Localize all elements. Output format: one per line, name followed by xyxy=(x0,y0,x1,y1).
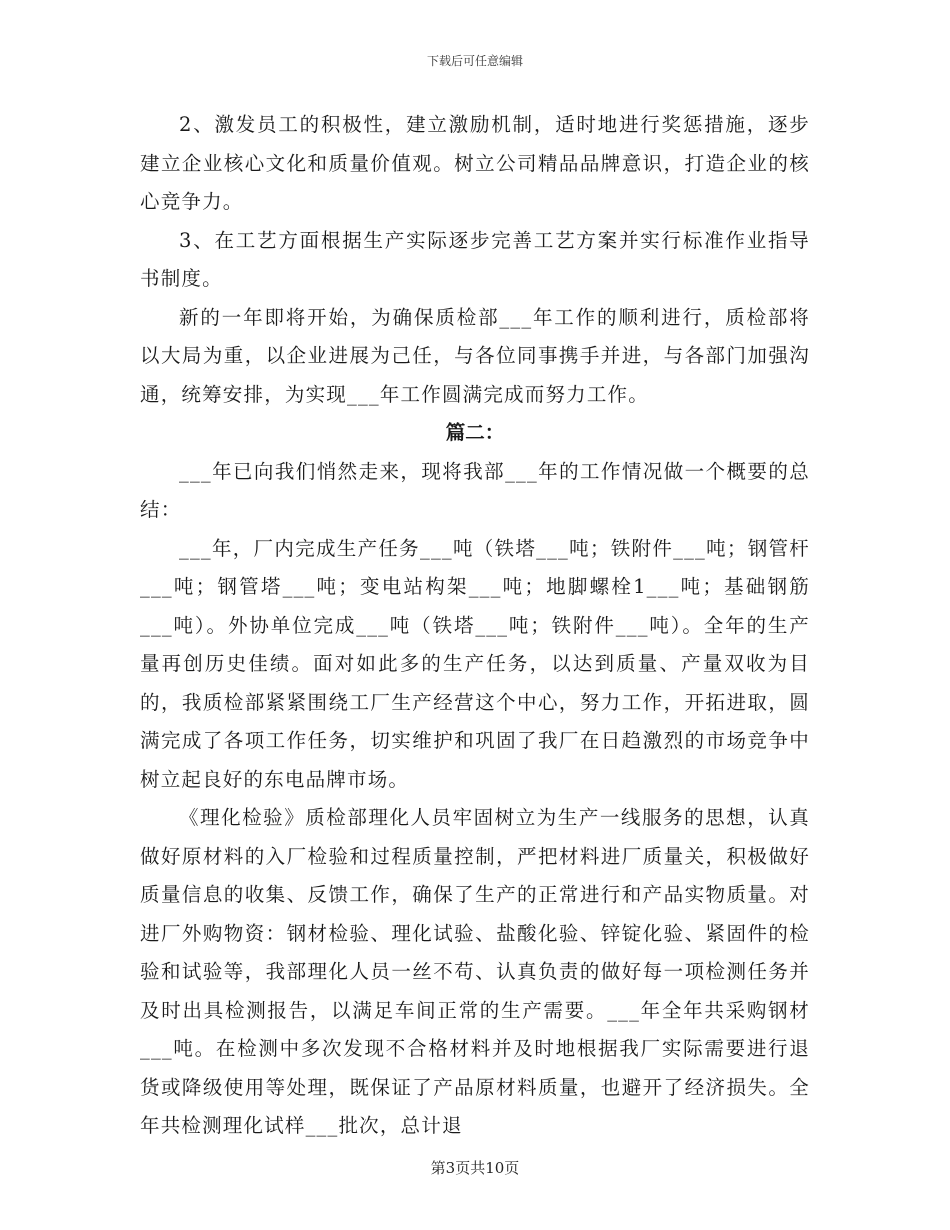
document-body xyxy=(140,106,810,1146)
page-header: 下载后可任意编辑 xyxy=(426,54,523,68)
paragraph-inspection: 《理化检验》质检部理化人员牢固树立为生产一线服务的思想，认真做好原材料的入厂检验和过程质量控制，严把材料进厂质量关，积极做好质量信息的收集、反馈工作，确保了生产的正常进行和产品实物质量。对进厂外购物资：钢材检验、理化试验、盐酸化验、锌锭化验、紧固件的检验和试验等，我部理化人员一丝不苟、认真负责的做好每一项检测任务并及时出具检测报告，以满足车间正常的生产需要。___年全年共采购钢材___吨。在检测中多次发现不合格材料并及时地根据我厂实际需要进行退货或降级使用等处理，既保证了产品原材料质量，也避开了经济损失。全年共检测理化试样___批次，总计退 xyxy=(140,806,810,1137)
paragraph-motivation: 2、激发员工的积极性，建立激励机制，适时地进行奖惩措施，逐步建立企业核心文化和质量价值观。树立公司精品品牌意识，打造企业的核心竞争力。 xyxy=(140,113,810,213)
paragraph-new-year: 新的一年即将开始，为确保质检部___年工作的顺利进行，质检部将以大局为重，以企业进展为己任，与各位同事携手并进，与各部门加强沟通，统筹安排，为实现___年工作圆满完成而努力工作。 xyxy=(140,305,810,406)
section-heading: 篇二： xyxy=(445,421,505,444)
paragraph-production: ___年，厂内完成生产任务___吨（铁塔___吨；铁附件___吨；钢管杆___吨；钢管塔___吨；变电站构架___吨；地脚螺栓1___吨；基础钢筋___吨）。外协单位完成___吨（铁塔___吨；铁附件___吨）。全年的生产量再创历史佳绩。面对如此多的生产任务，以达到质量、产量双收为目的，我质检部紧紧围绕工厂生产经营这个中心，努力工作，开拓进取，圆满完成了各项工作任务，切实维护和巩固了我厂在日趋激烈的市场竞争中树立起良好的东电品牌市场。 xyxy=(140,536,810,791)
page-number: 第3页共10页 xyxy=(430,1159,520,1177)
paragraph-summary-intro: ___年已向我们悄然走来，现将我部___年的工作情况做一个概要的总结： xyxy=(140,459,810,521)
paragraph-process: 3、在工艺方面根据生产实际逐步完善工艺方案并实行标准作业指导书制度。 xyxy=(140,228,810,290)
